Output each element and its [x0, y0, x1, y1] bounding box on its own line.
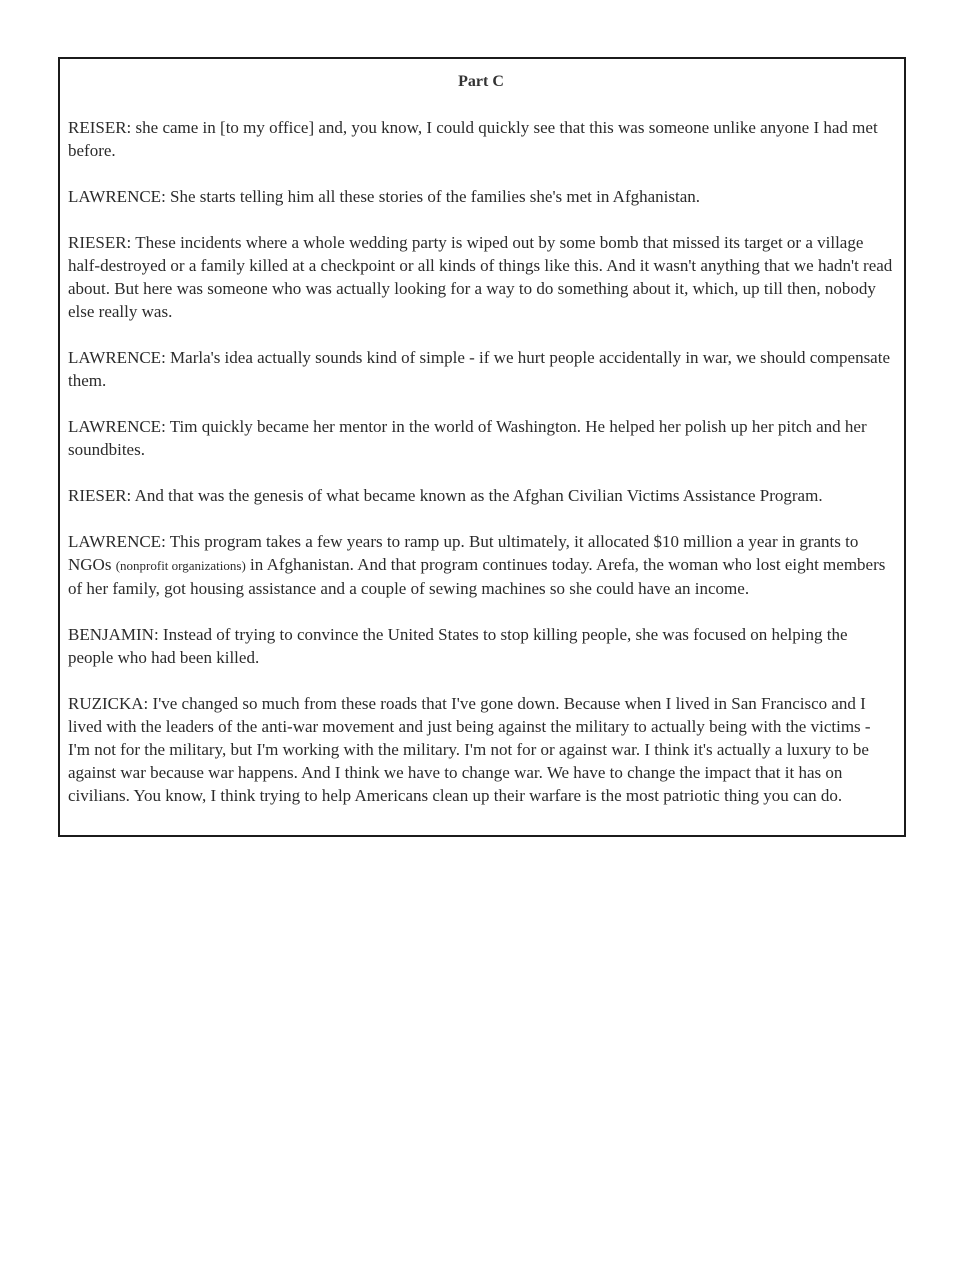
- transcript-paragraph-rieser-2: RIESER: And that was the genesis of what became known as the Afghan Civilian Victims Assistance Program.: [68, 486, 823, 505]
- transcript-paragraph-lawrence-3: LAWRENCE: Tim quickly became her mentor in the world of Washington. He helped her polish up her pitch and her soundbites.: [68, 417, 867, 459]
- transcript-paragraph-rieser-1: RIESER: These incidents where a whole wedding party is wiped out by some bomb that missed its target or a village half-destroyed or a family killed at a checkpoint or all kinds of things like this. And it wasn't anything that we hadn't read about. But here was someone who was actually looking for a way to do something about it, which, up till then, nobody else really was.: [68, 233, 893, 321]
- paragraph-text-after-note: in Afghanistan. And that program continues today. Arefa, the woman who lost eight members of her family, got housing assistance and a couple of sewing machines so she could have an income.: [68, 555, 886, 598]
- transcript-paragraph-reiser-1: REISER: she came in [to my office] and, you know, I could quickly see that this was someone unlike anyone I had met before.: [68, 118, 878, 160]
- transcript-paragraph-lawrence-4: [68, 530, 894, 600]
- transcript-box: [58, 57, 906, 837]
- parenthetical-note: (nonprofit organizations): [115, 558, 246, 573]
- transcript-paragraph-ruzicka-1: RUZICKA: I've changed so much from these roads that I've gone down. Because when I lived in San Francisco and I lived with the leaders of the anti-war movement and just being against the military to actually being with the victims - I'm not for the military, but I'm working with the military. I'm not for or against war. I think it's actually a luxury to be against war because war happens. And I think we have to change war. We have to change the impact that it has on civilians. You know, I think trying to help Americans clean up their warfare is the most patriotic thing you can do.: [68, 694, 871, 805]
- transcript-paragraph-lawrence-1: LAWRENCE: She starts telling him all these stories of the families she's met in Afghanistan.: [68, 187, 701, 206]
- transcript-paragraph-benjamin-1: BENJAMIN: Instead of trying to convince the United States to stop killing people, she was focused on helping the people who had been killed.: [68, 625, 848, 667]
- section-title: Part C: [458, 73, 504, 90]
- transcript-paragraph-lawrence-2: LAWRENCE: Marla's idea actually sounds kind of simple - if we hurt people accidentally in war, we should compensate them.: [68, 348, 890, 390]
- paragraph-text-before-note: LAWRENCE: This program takes a few years to ramp up. But ultimately, it allocated $10 million a year in grants to NGOs: [68, 532, 859, 574]
